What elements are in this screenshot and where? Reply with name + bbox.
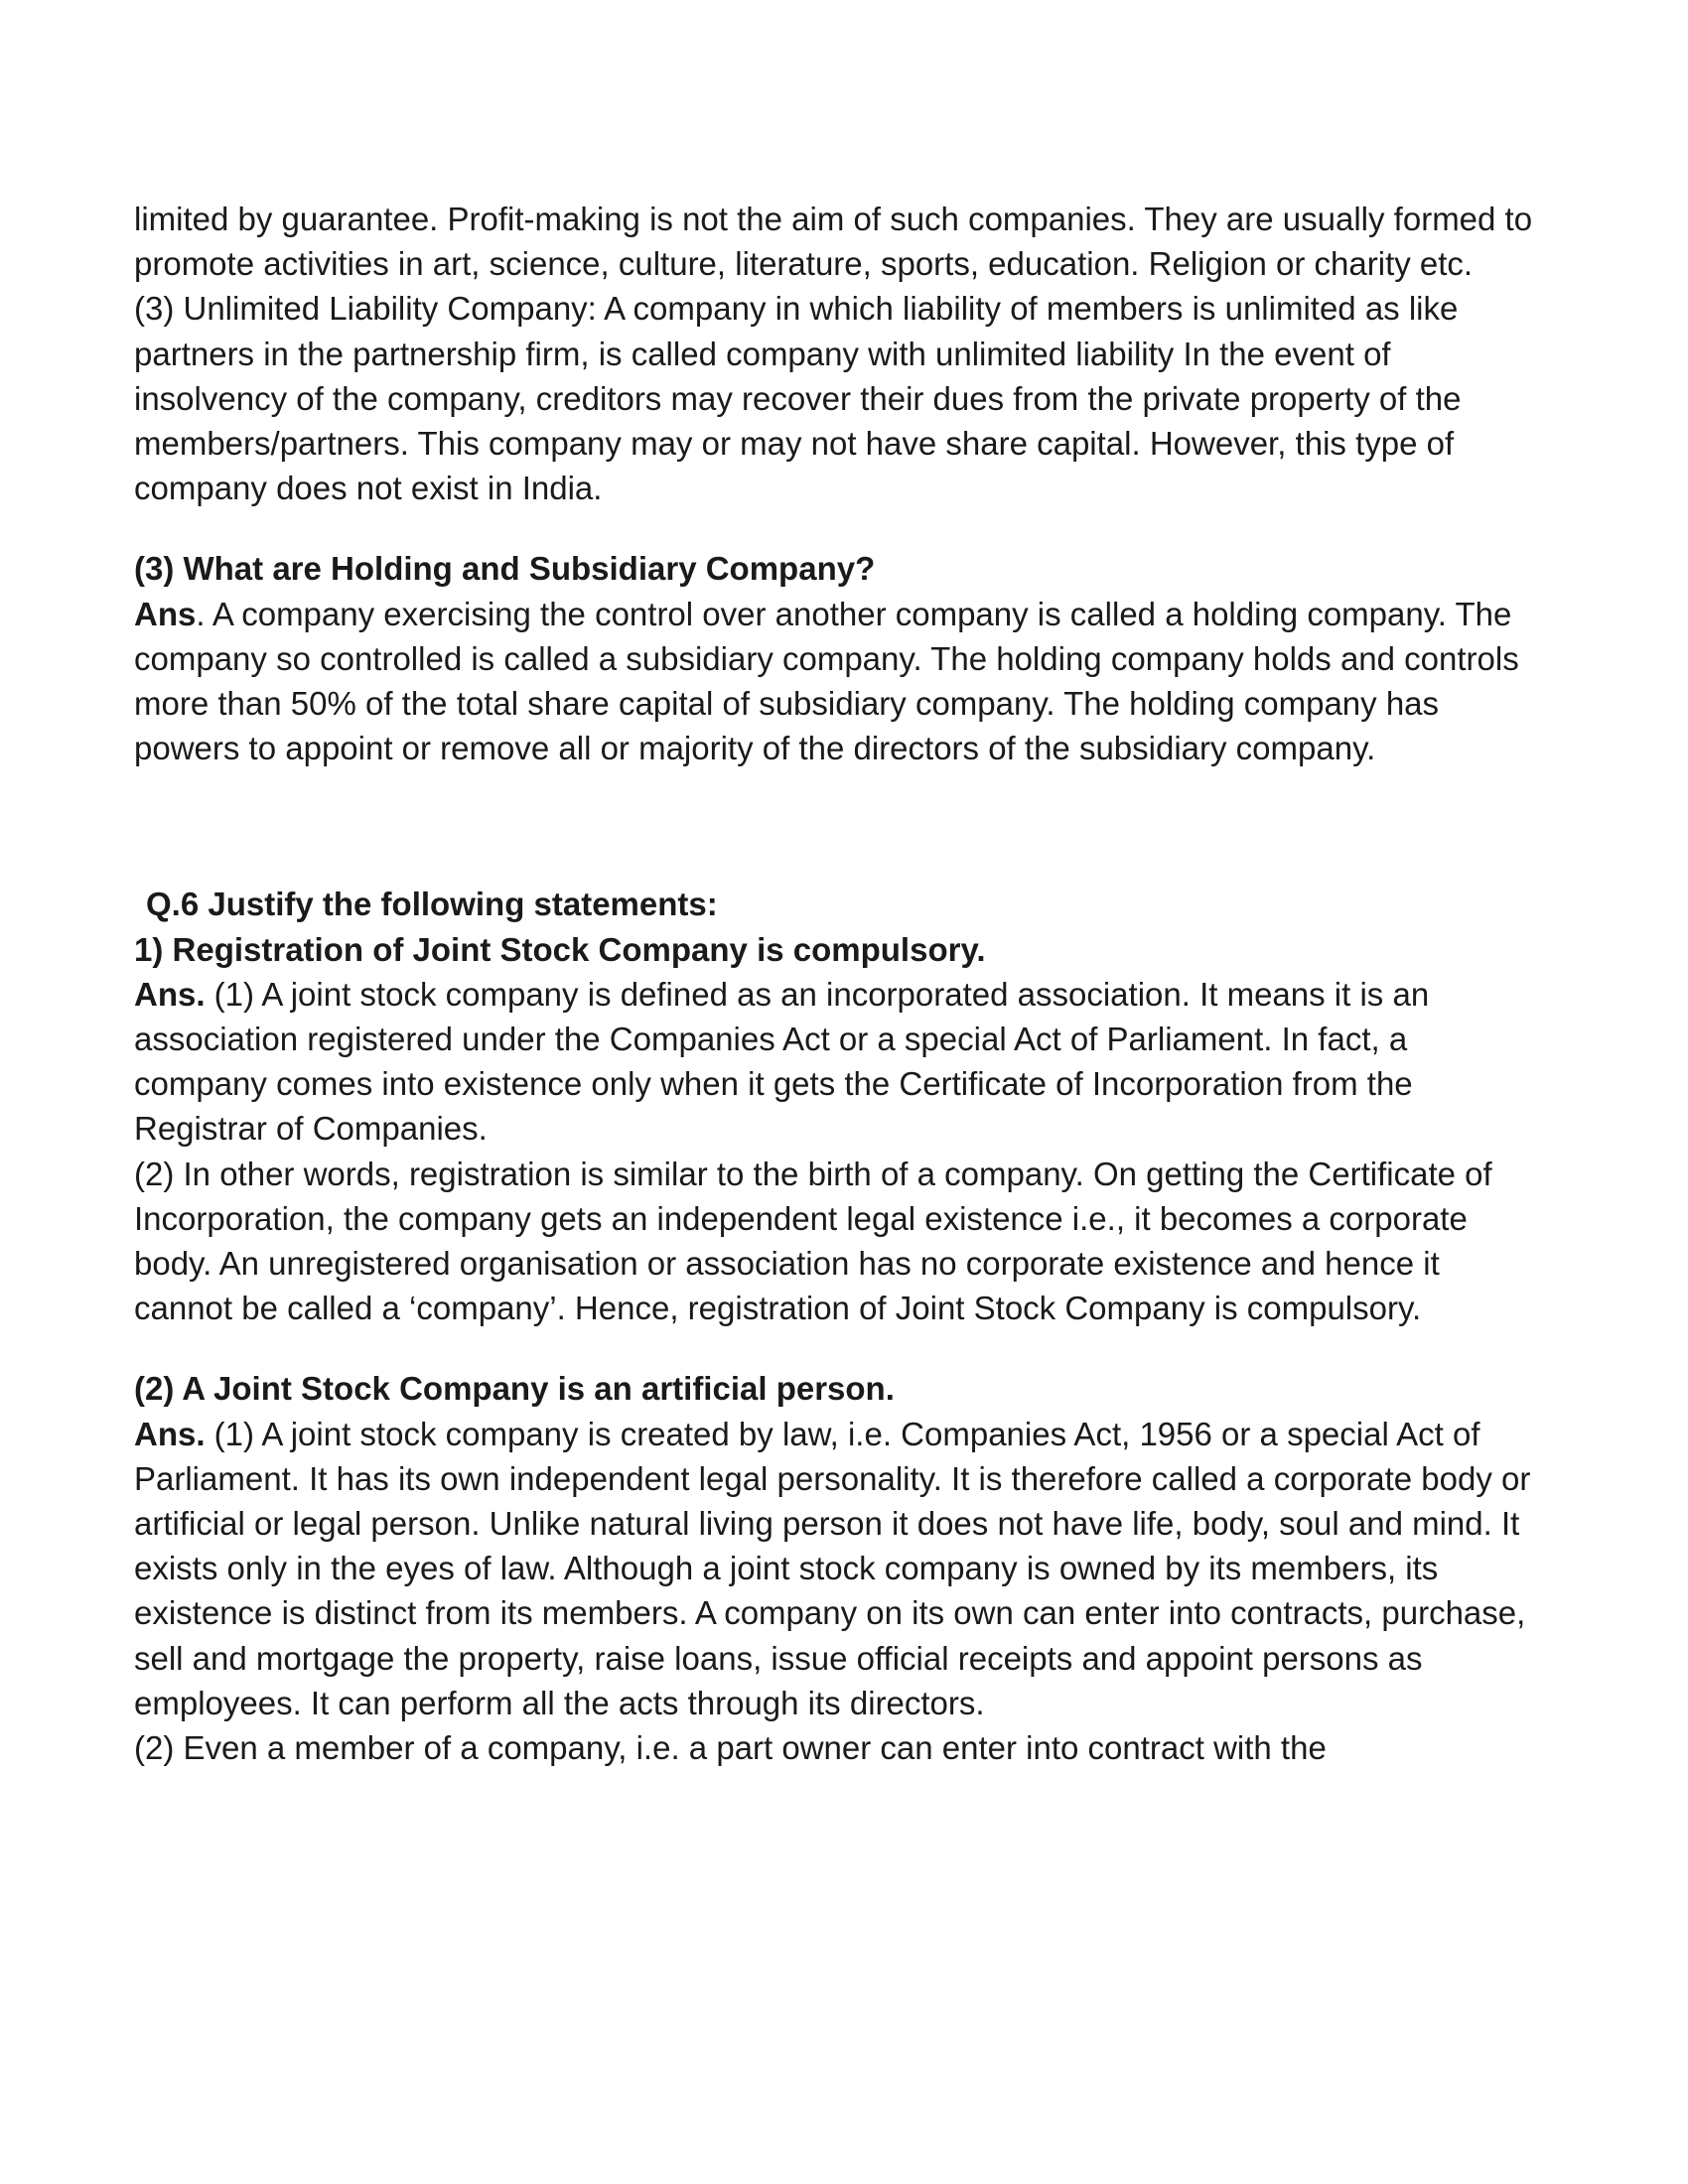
paragraph-guarantee-company: limited by guarantee. Profit-making is not the aim of such companies. They are usually formed to promote activities in art, science, culture, literature, sports, education. Religion or charity etc. (134, 201, 1533, 283)
heading-holding-subsidiary: (3) What are Holding and Subsidiary Company? (134, 550, 876, 588)
answer-text: (1) A joint stock company is defined as an incorporated association. It means it is an association registered under the Companies Act or a special Act of Parliament. In fact, a company comes into existence only when it gets the Certificate of Incorporation from the Registrar of Companies. (134, 975, 1430, 1148)
paragraph-unlimited-liability: (3) Unlimited Liability Company: A company in which liability of members is unlimited as like partners in the partnership firm, is called company with unlimited liability In the event of insolvency of the company, creditors may recover their dues from the private property of the members/partners. This company may or may not have share capital. However, this type of company does not exist in India. (134, 290, 1462, 507)
answer-holding-subsidiary (134, 592, 1544, 771)
answer-text: . A company exercising the control over another company is called a holding company. The company so controlled is called a subsidiary company. The holding company holds and controls more than 50% of the total share capital of subsidiary company. The holding company has powers to appoint or remove all or majority of the directors of the subsidiary company. (134, 595, 1519, 767)
heading-artificial-person: (2) A Joint Stock Company is an artificial person. (134, 1370, 895, 1408)
paragraph-registration-2: (2) In other words, registration is similar to the birth of a company. On getting the Certificate of Incorporation, the company gets an independent legal existence i.e., it becomes a corporate body. An unregistered organisation or association has no corporate existence and hence it cannot be called a ‘company’. Hence, registration of Joint Stock Company is compulsory. (134, 1155, 1492, 1327)
answer-label: Ans. (134, 975, 206, 1013)
spacer (134, 510, 1544, 546)
spacer (134, 770, 1544, 882)
answer-artificial-person (134, 1412, 1544, 1725)
spacer (134, 1330, 1544, 1366)
answer-label: Ans. (134, 1415, 206, 1452)
paragraph-artificial-person-2: (2) Even a member of a company, i.e. a part owner can enter into contract with the (134, 1729, 1327, 1767)
answer-registration (134, 972, 1544, 1152)
subheading-registration: 1) Registration of Joint Stock Company is compulsory. (134, 930, 986, 968)
heading-q6: Q.6 Justify the following statements: (146, 886, 718, 923)
answer-label: Ans (134, 595, 197, 632)
document-page (134, 197, 1544, 1770)
answer-text: (1) A joint stock company is created by law, i.e. Companies Act, 1956 or a special Act of Parliament. It has its own independent legal personality. It is therefore called a corporate body or artificial or legal person. Unlike natural living person it does not have life, body, soul and mind. It exists only in the eyes of law. Although a joint stock company is owned by its members, its existence is distinct from its members. A company on its own can enter into contracts, purchase, sell and mortgage the property, raise loans, issue official receipts and appoint persons as employees. It can perform all the acts through its directors. (134, 1415, 1531, 1721)
